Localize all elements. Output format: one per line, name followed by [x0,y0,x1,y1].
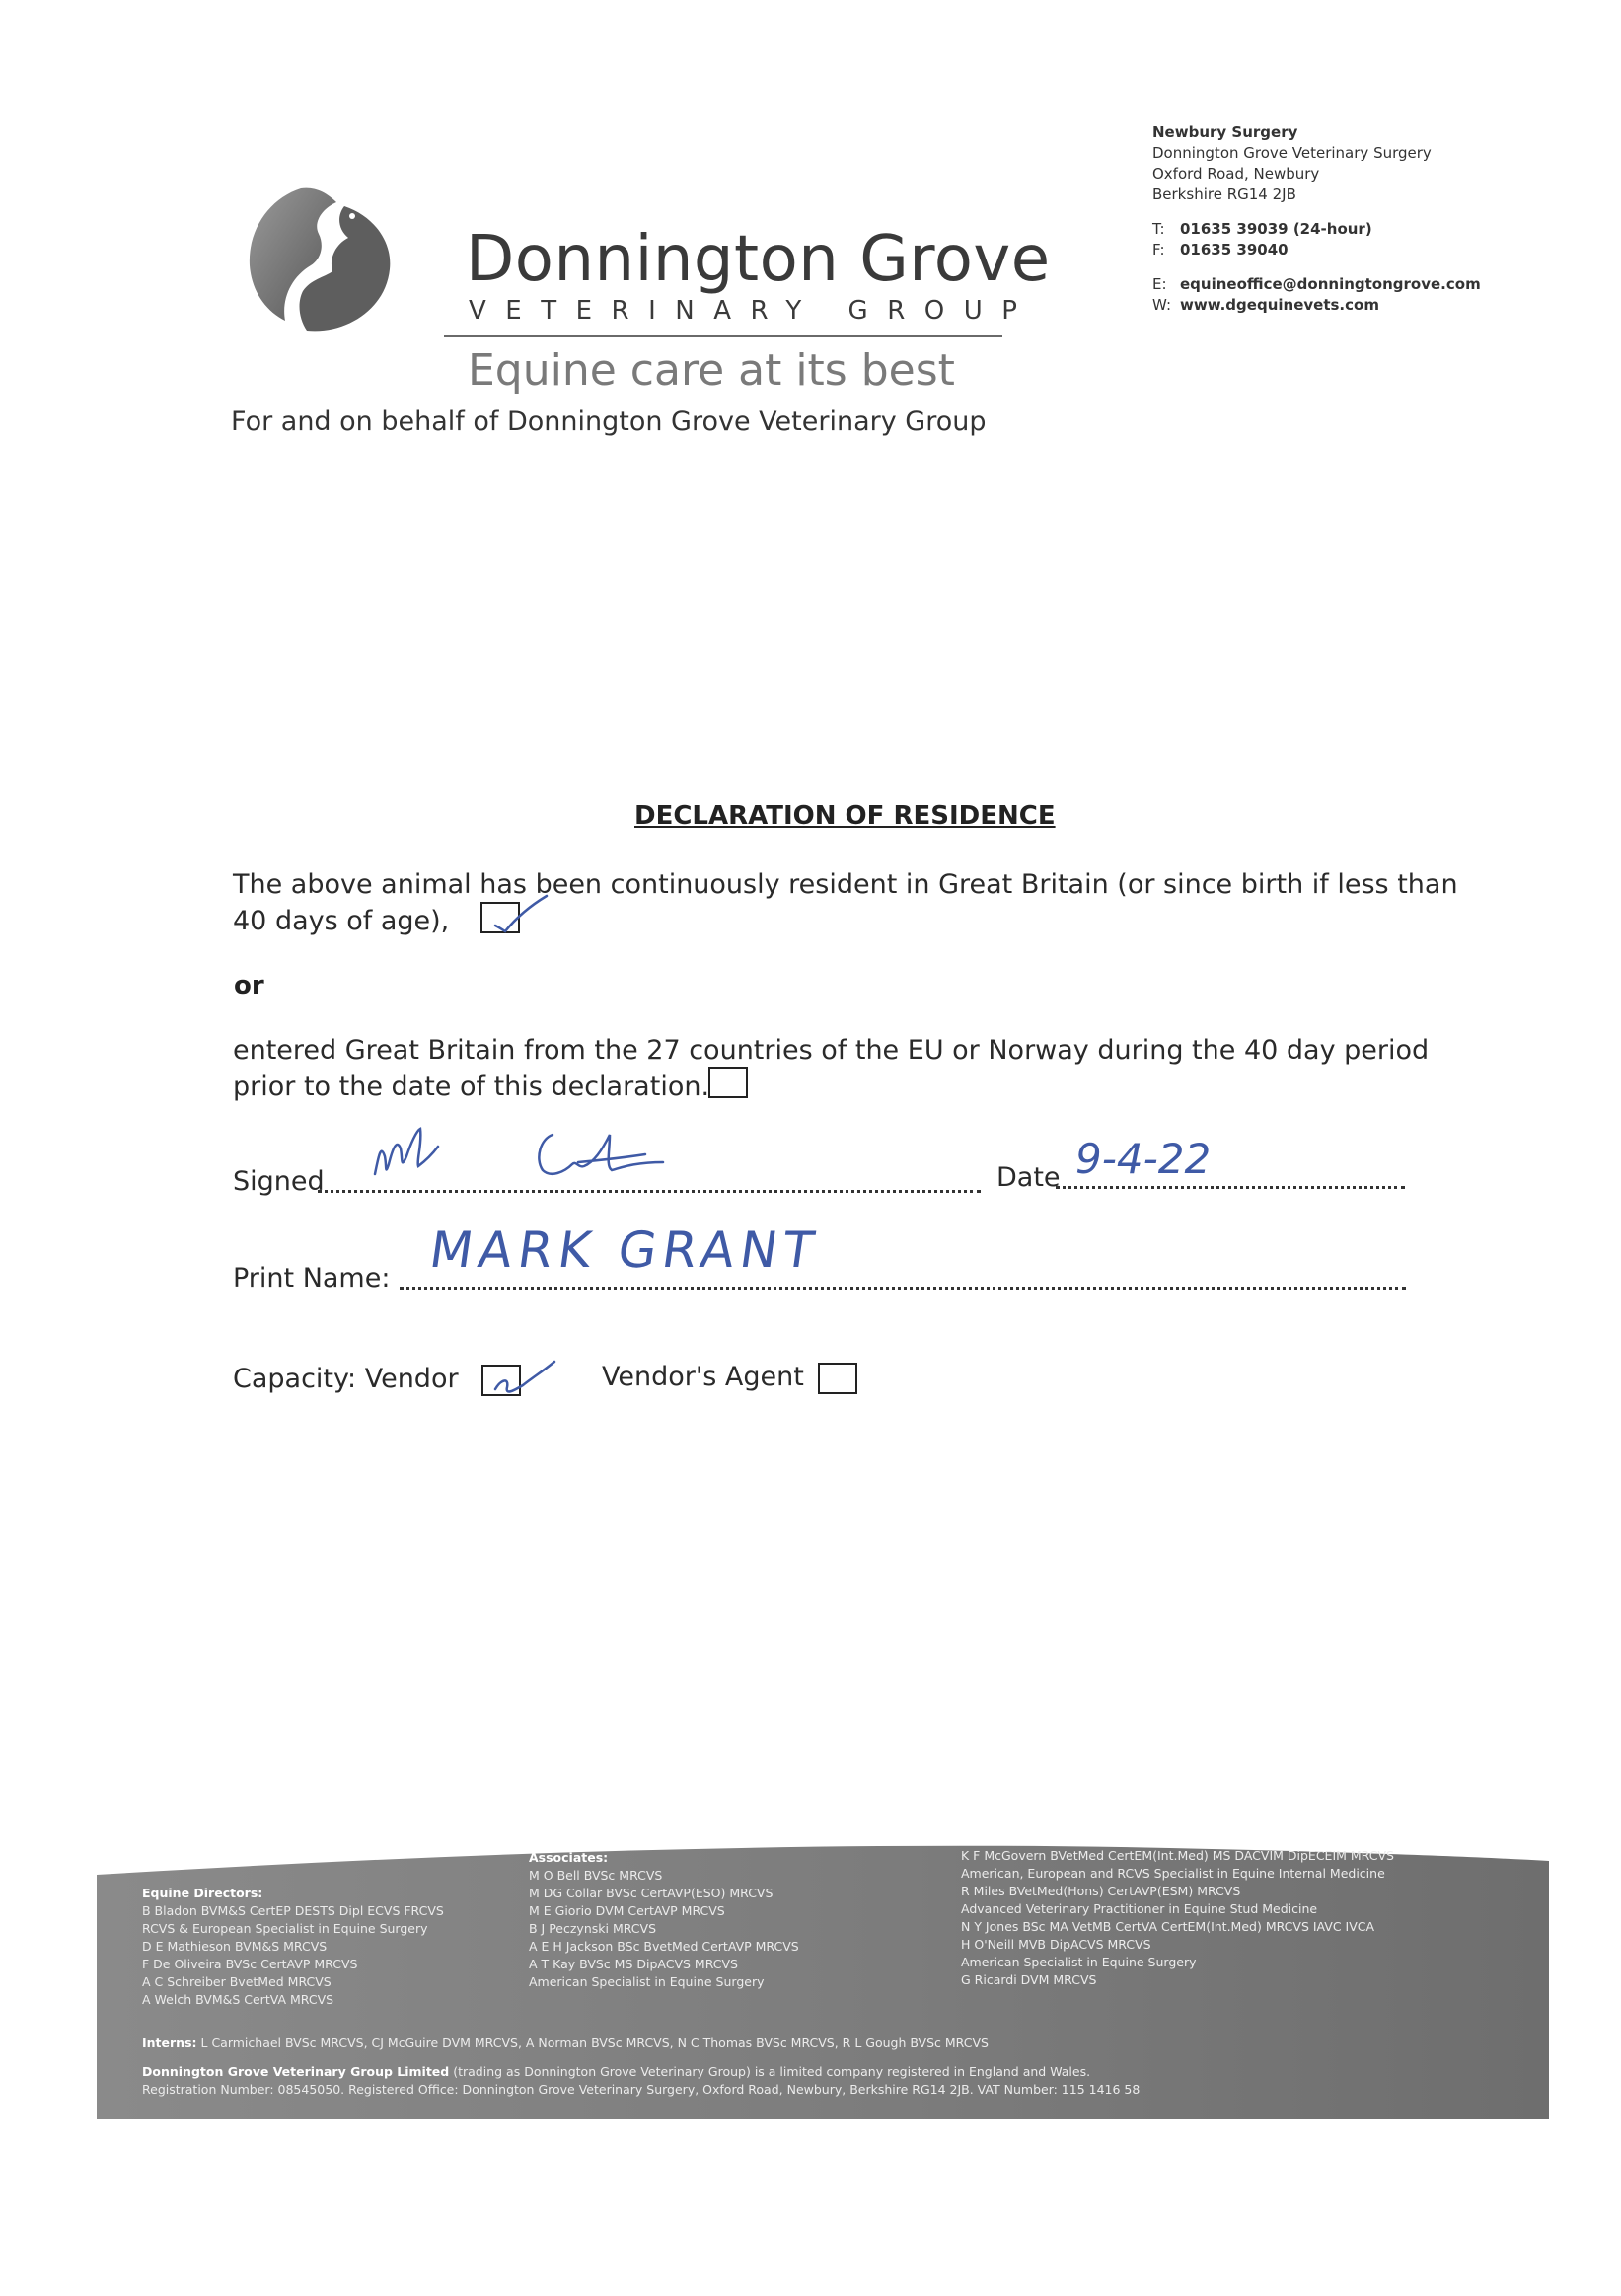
brand-name: Donnington Grove [466,223,1051,296]
behalf-line: For and on behalf of Donnington Grove Veterinary Group [231,407,987,437]
date-label: Date [996,1162,1061,1193]
associates-title: Associates: [529,1850,609,1865]
specialist-entry: G Ricardi DVM MRCVS [961,1972,1097,1987]
company-name: Donnington Grove Veterinary Group Limited [142,2064,450,2079]
entered-line-1: entered Great Britain from the 27 countries of the EU or Norway during the 40 day period [233,1035,1430,1066]
resident-check-mark [487,892,556,941]
or-separator: or [234,971,264,1000]
specialist-entry: N Y Jones BSc MA VetMB CertVA CertEM(Int.Med) MRCVS IAVC IVCA [961,1919,1375,1934]
fax-number: 01635 39040 [1180,241,1289,259]
director-entry: RCVS & European Specialist in Equine Surgery [142,1921,428,1936]
date-value[interactable]: 9-4-22 [1075,1135,1212,1183]
entered-line-2: prior to the date of this declaration. [233,1072,710,1102]
interns-list: L Carmichael BVSc MRCVS, CJ McGuire DVM MRCVS, A Norman BVSc MRCVS, N C Thomas BVSc MRCVS, R L Gough BVSc MRCVS [200,2036,989,2050]
fax-label: F: [1152,241,1165,259]
company-registration: Registration Number: 08545050. Registered Office: Donnington Grove Veterinary Surgery, Oxford Road, Newbury, Berkshire RG14 2JB. VAT Number: 115 1416 58 [142,2082,1141,2097]
signed-label: Signed [233,1166,325,1197]
director-entry: A C Schreiber BvetMed MRCVS [142,1974,332,1989]
director-entry: F De Oliveira BVSc CertAVP MRCVS [142,1957,358,1971]
associate-entry: American Specialist in Equine Surgery [529,1974,765,1989]
directors-title: Equine Directors: [142,1886,263,1900]
vendors-agent-label: Vendor's Agent [602,1362,804,1392]
entered-checkbox[interactable] [708,1067,748,1098]
company-description: (trading as Donnington Grove Veterinary Group) is a limited company registered in England and Wales. [453,2064,1091,2079]
address-line: Donnington Grove Veterinary Surgery [1152,144,1432,162]
footer-interns [142,2035,989,2052]
associate-entry: A T Kay BVSc MS DipACVS MRCVS [529,1957,738,1971]
specialist-entry: American Specialist in Equine Surgery [961,1955,1197,1969]
web-label: W: [1152,296,1172,314]
specialist-entry: H O'Neill MVB DipACVS MRCVS [961,1937,1151,1952]
associate-entry: M O Bell BVSc MRCVS [529,1868,663,1883]
director-entry: D E Mathieson BVM&S MRCVS [142,1939,328,1954]
resident-line-2: 40 days of age), [233,906,450,936]
associate-entry: M DG Collar BVSc CertAVP(ESO) MRCVS [529,1886,774,1900]
brand-subtitle: VETERINARY GROUP [469,296,1037,326]
declaration-title: DECLARATION OF RESIDENCE [634,801,1056,831]
tel-number: 01635 39039 (24-hour) [1180,220,1372,238]
footer-directors [142,1885,444,2009]
address-block [1152,122,1432,205]
address-title: Newbury Surgery [1152,123,1298,141]
capacity-vendor-label: Capacity: Vendor [233,1364,459,1394]
logo-icon [242,181,400,338]
specialist-entry: K F McGovern BVetMed CertEM(Int.Med) MS DACVIM DipECEIM MRCVS [961,1848,1394,1863]
address-line: Oxford Road, Newbury [1152,165,1320,183]
footer-specialists [961,1847,1394,1989]
online-block [1152,274,1481,316]
entered-statement [233,1032,1429,1105]
print-name-value[interactable]: MARK GRANT [425,1222,824,1279]
specialist-entry: American, European and RCVS Specialist in Equine Internal Medicine [961,1866,1385,1881]
print-name-label: Print Name: [233,1263,391,1294]
specialist-entry: Advanced Veterinary Practitioner in Equine Stud Medicine [961,1901,1318,1916]
associate-entry: B J Peczynski MRCVS [529,1921,657,1936]
brand-divider [444,335,1002,337]
date-line [1056,1186,1405,1189]
print-name-line [400,1287,1406,1290]
address-line: Berkshire RG14 2JB [1152,185,1296,203]
director-entry: B Bladon BVM&S CertEP DESTS Dipl ECVS FRCVS [142,1903,444,1918]
web-address: www.dgequinevets.com [1180,296,1379,314]
associate-entry: A E H Jackson BSc BvetMed CertAVP MRCVS [529,1939,799,1954]
director-entry: A Welch BVM&S CertVA MRCVS [142,1992,334,2007]
resident-line-1: The above animal has been continuously resident in Great Britain (or since birth if less than [233,869,1458,900]
agent-checkbox[interactable] [818,1363,857,1394]
resident-statement [233,866,1458,939]
phone-block [1152,219,1372,260]
associate-entry: M E Giorio DVM CertAVP MRCVS [529,1903,725,1918]
email-address: equineoffice@donningtongrove.com [1180,275,1481,293]
interns-title: Interns: [142,2036,197,2050]
vendor-check-mark [487,1352,556,1401]
tel-label: T: [1152,220,1165,238]
footer-company [142,2063,1140,2099]
email-label: E: [1152,275,1167,293]
specialist-entry: R Miles BVetMed(Hons) CertAVP(ESM) MRCVS [961,1884,1241,1898]
footer-associates [529,1849,799,1991]
signature-image [367,1105,683,1194]
tagline: Equine care at its best [468,345,955,396]
